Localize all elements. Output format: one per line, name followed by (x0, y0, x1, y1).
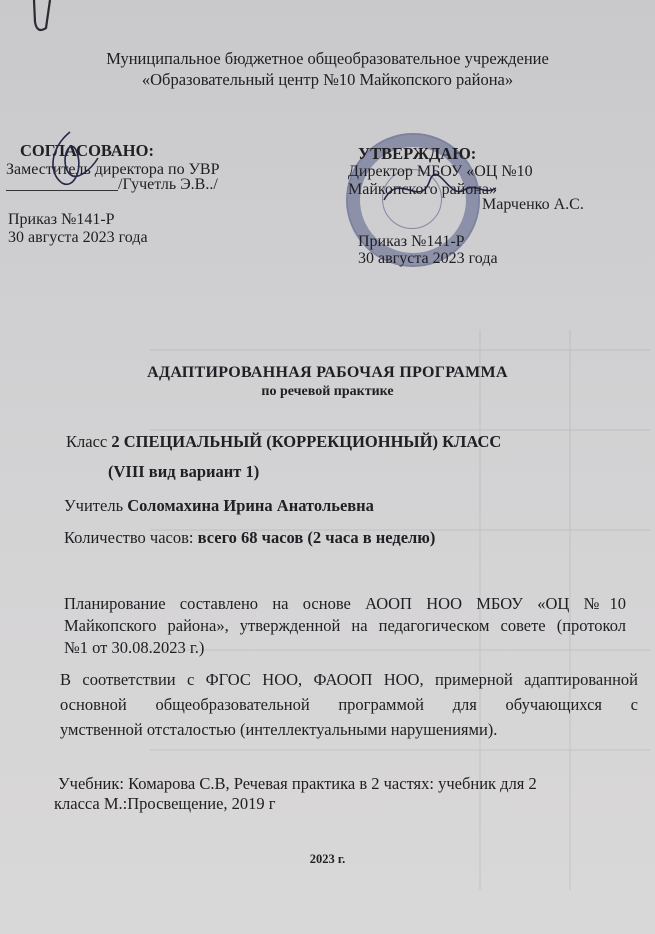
approved-name: Марченко А.С. (482, 196, 584, 213)
class-value: 2 СПЕЦИАЛЬНЫЙ (КОРРЕКЦИОННЫЙ) КЛАСС (111, 432, 502, 451)
textbook-line-2: класса М.:Просвещение, 2019 г (54, 794, 276, 813)
agreed-title: СОГЛАСОВАНО: (20, 141, 154, 160)
agreed-handwritten-signature (40, 128, 110, 198)
paragraph-fgos-line-1: В соответствии с ФГОС НОО, ФАООП НОО, примерной адаптированной (60, 670, 638, 689)
teacher-line (64, 496, 374, 516)
paragraph-fgos-line-3: умственной отсталостью (интеллектуальными нарушениями). (60, 720, 498, 739)
agreed-position: Заместитель директора по УВР (6, 161, 220, 178)
paragraph-fgos (60, 667, 638, 742)
textbook-line-1: Учебник: Комарова С.В, Речевая практика в 2 частях: учебник для 2 (58, 774, 537, 793)
institution-line-2: «Образовательный центр №10 Майкопского района» (141, 70, 514, 89)
hours-value: всего 68 часов (2 часа в неделю) (197, 528, 436, 547)
hours-line (64, 528, 435, 548)
class-label: Класс (66, 432, 108, 451)
program-subject: по речевой практике (261, 384, 394, 399)
approved-date: 30 августа 2023 года (358, 250, 498, 267)
teacher-label: Учитель (64, 496, 124, 515)
institution-line-1: Муниципальное бюджетное общеобразовательное учреждение (106, 49, 549, 68)
document-year: 2023 г. (309, 852, 346, 866)
paragraph-planning (64, 593, 626, 659)
class-line (66, 432, 501, 452)
paragraph-planning-line-2: Майкопского района», утвержденной на педагогическом совете (протокол (64, 616, 626, 635)
agreed-order: Приказ №141-Р (8, 211, 115, 228)
paragraph-planning-line-3: №1 от 30.08.2023 г.) (64, 638, 205, 657)
class-variant: (VIII вид вариант 1) (108, 462, 260, 481)
approved-order: Приказ №141-Р (358, 233, 465, 250)
agreed-date: 30 августа 2023 года (8, 229, 148, 246)
paragraph-planning-line-1: Планирование составлено на основе АООП НОО МБОУ «ОЦ №10 (64, 594, 626, 613)
approved-district: Майкопского района» (348, 181, 497, 198)
approved-title: УТВЕРЖДАЮ: (358, 144, 477, 163)
teacher-name: Соломахина Ирина Анатольевна (127, 496, 374, 515)
program-title: АДАПТИРОВАННАЯ РАБОЧАЯ ПРОГРАММА (147, 364, 508, 381)
hours-label: Количество часов: (64, 528, 194, 547)
agreed-name: /Гучетль Э.В../ (118, 176, 218, 193)
staple-mark (28, 0, 58, 40)
approved-position: Директор МБОУ «ОЦ №10 (348, 163, 533, 180)
paragraph-fgos-line-2: основной общеобразовательной программой для обучающихся с (60, 695, 638, 714)
